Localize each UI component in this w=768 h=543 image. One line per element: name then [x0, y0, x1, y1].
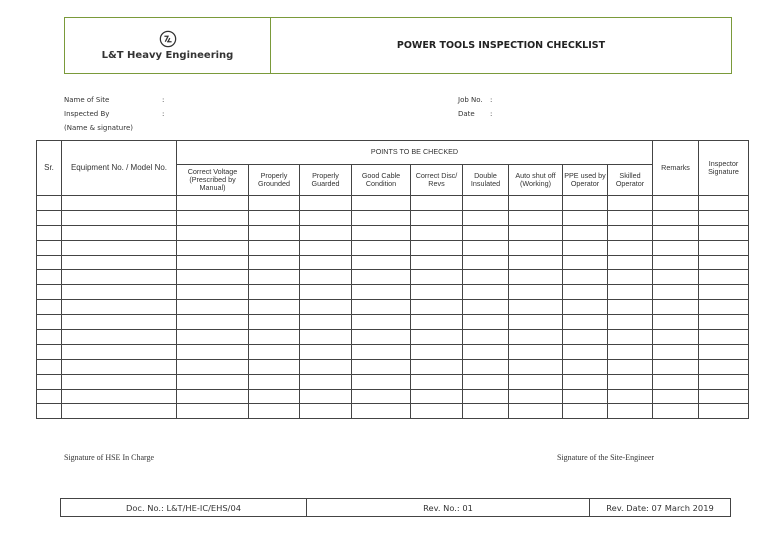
table-cell[interactable] — [352, 389, 411, 404]
table-cell[interactable] — [608, 315, 653, 330]
table-cell[interactable] — [699, 315, 749, 330]
table-cell[interactable] — [608, 300, 653, 315]
table-cell[interactable] — [699, 270, 749, 285]
job-no-label: Job No. — [458, 96, 483, 104]
table-cell[interactable] — [653, 389, 699, 404]
table-cell[interactable] — [699, 404, 749, 419]
table-cell[interactable] — [411, 270, 463, 285]
table-cell[interactable] — [509, 404, 563, 419]
table-cell[interactable] — [699, 285, 749, 300]
table-cell[interactable] — [249, 270, 300, 285]
table-cell[interactable] — [563, 270, 608, 285]
table-cell[interactable] — [300, 344, 352, 359]
table-cell[interactable] — [563, 285, 608, 300]
table-cell[interactable] — [699, 344, 749, 359]
equipment-header: Equipment No. / Model No. — [62, 141, 177, 196]
table-cell[interactable] — [62, 270, 177, 285]
table-row — [37, 359, 749, 374]
table-cell[interactable] — [62, 389, 177, 404]
table-cell[interactable] — [608, 389, 653, 404]
table-cell[interactable] — [563, 330, 608, 345]
table-cell[interactable] — [249, 359, 300, 374]
table-cell[interactable] — [249, 389, 300, 404]
table-row — [37, 404, 749, 419]
table-cell[interactable] — [249, 374, 300, 389]
table-cell[interactable] — [699, 300, 749, 315]
point-header-auto-shutoff: Auto shut off (Working) — [509, 165, 563, 196]
table-cell[interactable] — [653, 225, 699, 240]
table-cell[interactable] — [37, 359, 62, 374]
table-cell[interactable] — [352, 344, 411, 359]
remarks-header: Remarks — [653, 141, 699, 196]
table-cell[interactable] — [608, 285, 653, 300]
name-signature-label: (Name & signature) — [64, 124, 133, 132]
date-label: Date — [458, 110, 475, 118]
table-cell[interactable] — [300, 300, 352, 315]
table-cell[interactable] — [463, 315, 509, 330]
table-cell[interactable] — [653, 344, 699, 359]
table-cell[interactable] — [509, 374, 563, 389]
revision-date: Rev. Date: 07 March 2019 — [606, 502, 714, 513]
table-cell[interactable] — [352, 315, 411, 330]
table-cell[interactable] — [300, 196, 352, 211]
table-cell[interactable] — [62, 225, 177, 240]
table-cell[interactable] — [411, 300, 463, 315]
table-cell[interactable] — [62, 330, 177, 345]
table-cell[interactable] — [463, 389, 509, 404]
table-cell[interactable] — [699, 330, 749, 345]
site-engineer-signature-label: Signature of the Site-Engineer — [557, 453, 655, 462]
table-cell[interactable] — [411, 315, 463, 330]
table-cell[interactable] — [177, 404, 249, 419]
table-cell[interactable] — [177, 300, 249, 315]
table-cell[interactable] — [463, 255, 509, 270]
doc-number: Doc. No.: L&T/HE-IC/EHS/04 — [61, 499, 307, 516]
table-cell[interactable] — [352, 300, 411, 315]
table-cell[interactable] — [177, 389, 249, 404]
table-cell[interactable] — [300, 240, 352, 255]
table-cell[interactable] — [300, 359, 352, 374]
table-cell[interactable] — [608, 240, 653, 255]
table-cell[interactable] — [653, 270, 699, 285]
table-cell[interactable] — [300, 389, 352, 404]
table-cell[interactable] — [411, 344, 463, 359]
inspector-signature-header: Inspector Signature — [699, 141, 749, 196]
table-cell[interactable] — [463, 240, 509, 255]
table-cell[interactable] — [249, 240, 300, 255]
table-cell[interactable] — [37, 315, 62, 330]
table-cell[interactable] — [177, 240, 249, 255]
table-cell[interactable] — [463, 344, 509, 359]
table-cell[interactable] — [352, 404, 411, 419]
lt-logo-icon — [159, 30, 177, 48]
table-cell[interactable] — [509, 359, 563, 374]
table-cell[interactable] — [608, 404, 653, 419]
table-row — [37, 196, 749, 211]
document-header — [64, 17, 732, 74]
hse-signature-label: Signature of HSE In Charge — [64, 453, 155, 462]
table-cell[interactable] — [463, 285, 509, 300]
table-cell[interactable] — [699, 389, 749, 404]
table-cell[interactable] — [463, 404, 509, 419]
table-cell[interactable] — [177, 196, 249, 211]
table-cell[interactable] — [699, 255, 749, 270]
table-cell[interactable] — [699, 196, 749, 211]
table-cell[interactable] — [509, 210, 563, 225]
table-cell[interactable] — [249, 315, 300, 330]
job-no-colon: : — [490, 96, 493, 104]
table-cell[interactable] — [249, 285, 300, 300]
table-cell[interactable] — [653, 300, 699, 315]
table-cell[interactable] — [411, 225, 463, 240]
company-name: L&T Heavy Engineering — [101, 50, 234, 61]
point-header-guarded: Properly Guarded — [300, 165, 352, 196]
table-cell[interactable] — [608, 270, 653, 285]
table-cell[interactable] — [37, 285, 62, 300]
table-cell[interactable] — [411, 255, 463, 270]
table-cell[interactable] — [608, 344, 653, 359]
table-cell[interactable] — [411, 389, 463, 404]
table-cell[interactable] — [608, 255, 653, 270]
checklist-rows — [37, 196, 749, 419]
table-cell[interactable] — [177, 270, 249, 285]
table-cell[interactable] — [177, 359, 249, 374]
table-cell[interactable] — [653, 210, 699, 225]
table-cell[interactable] — [509, 315, 563, 330]
table-cell[interactable] — [653, 255, 699, 270]
table-cell[interactable] — [463, 210, 509, 225]
table-cell[interactable] — [37, 240, 62, 255]
table-cell[interactable] — [62, 210, 177, 225]
table-row — [37, 389, 749, 404]
document-footer — [60, 498, 731, 517]
table-cell[interactable] — [411, 374, 463, 389]
table-cell[interactable] — [563, 240, 608, 255]
table-cell[interactable] — [37, 374, 62, 389]
table-cell[interactable] — [249, 300, 300, 315]
table-cell[interactable] — [463, 330, 509, 345]
table-cell[interactable] — [352, 359, 411, 374]
point-header-voltage: Correct Voltage (Prescribed by Manual) — [177, 165, 249, 196]
table-cell[interactable] — [463, 359, 509, 374]
table-cell[interactable] — [62, 300, 177, 315]
table-cell[interactable] — [37, 300, 62, 315]
table-cell[interactable] — [300, 285, 352, 300]
table-cell[interactable] — [62, 240, 177, 255]
table-cell[interactable] — [699, 210, 749, 225]
document-title: POWER TOOLS INSPECTION CHECKLIST — [396, 40, 606, 51]
table-row — [37, 374, 749, 389]
table-cell[interactable] — [463, 300, 509, 315]
inspected-by-colon: : — [162, 110, 165, 118]
table-cell[interactable] — [62, 374, 177, 389]
point-header-grounded: Properly Grounded — [249, 165, 300, 196]
table-row — [37, 225, 749, 240]
table-cell[interactable] — [699, 374, 749, 389]
table-cell[interactable] — [177, 374, 249, 389]
sr-header: Sr. — [37, 141, 62, 196]
table-cell[interactable] — [62, 255, 177, 270]
table-cell[interactable] — [509, 344, 563, 359]
table-cell[interactable] — [509, 240, 563, 255]
table-row — [37, 285, 749, 300]
table-cell[interactable] — [352, 285, 411, 300]
table-cell[interactable] — [177, 210, 249, 225]
table-cell[interactable] — [352, 196, 411, 211]
table-row — [37, 330, 749, 345]
table-cell[interactable] — [509, 389, 563, 404]
table-cell[interactable] — [563, 344, 608, 359]
table-row — [37, 255, 749, 270]
logo-block — [65, 18, 271, 73]
table-cell[interactable] — [352, 225, 411, 240]
point-header-ppe: PPE used by Operator — [563, 165, 608, 196]
table-cell[interactable] — [653, 404, 699, 419]
table-cell[interactable] — [411, 210, 463, 225]
table-cell[interactable] — [37, 389, 62, 404]
table-cell[interactable] — [62, 404, 177, 419]
table-cell[interactable] — [62, 285, 177, 300]
table-cell[interactable] — [177, 285, 249, 300]
table-cell[interactable] — [352, 374, 411, 389]
table-cell[interactable] — [463, 374, 509, 389]
table-cell[interactable] — [300, 315, 352, 330]
table-cell[interactable] — [300, 404, 352, 419]
table-cell[interactable] — [177, 344, 249, 359]
table-cell[interactable] — [463, 196, 509, 211]
table-cell[interactable] — [352, 330, 411, 345]
table-cell[interactable] — [37, 270, 62, 285]
table-cell[interactable] — [509, 255, 563, 270]
date-colon: : — [490, 110, 493, 118]
table-cell[interactable] — [411, 404, 463, 419]
site-name-colon: : — [162, 96, 165, 104]
table-cell[interactable] — [249, 344, 300, 359]
table-cell[interactable] — [608, 196, 653, 211]
table-cell[interactable] — [352, 270, 411, 285]
table-cell[interactable] — [699, 359, 749, 374]
table-cell[interactable] — [177, 315, 249, 330]
points-to-check-header: POINTS TO BE CHECKED — [177, 141, 653, 165]
table-cell[interactable] — [563, 210, 608, 225]
table-cell[interactable] — [653, 359, 699, 374]
table-cell[interactable] — [411, 359, 463, 374]
table-cell[interactable] — [411, 285, 463, 300]
table-cell[interactable] — [653, 196, 699, 211]
table-cell[interactable] — [563, 359, 608, 374]
table-row — [37, 270, 749, 285]
table-cell[interactable] — [249, 330, 300, 345]
table-cell[interactable] — [653, 315, 699, 330]
table-cell[interactable] — [352, 240, 411, 255]
table-cell[interactable] — [62, 359, 177, 374]
table-cell[interactable] — [300, 270, 352, 285]
table-cell[interactable] — [653, 240, 699, 255]
table-cell[interactable] — [62, 196, 177, 211]
table-cell[interactable] — [653, 330, 699, 345]
table-cell[interactable] — [699, 225, 749, 240]
revision-number: Rev. No.: 01 — [307, 499, 590, 516]
table-cell[interactable] — [411, 196, 463, 211]
table-cell[interactable] — [37, 255, 62, 270]
table-row — [37, 344, 749, 359]
table-cell[interactable] — [509, 225, 563, 240]
table-cell[interactable] — [300, 374, 352, 389]
table-cell[interactable] — [463, 270, 509, 285]
table-cell[interactable] — [653, 374, 699, 389]
table-cell[interactable] — [563, 225, 608, 240]
point-header-skilled-operator: Skilled Operator — [608, 165, 653, 196]
table-cell[interactable] — [653, 285, 699, 300]
table-cell[interactable] — [300, 225, 352, 240]
point-header-insulated: Double Insulated — [463, 165, 509, 196]
inspection-table — [36, 140, 749, 419]
table-cell[interactable] — [177, 225, 249, 240]
table-cell[interactable] — [563, 389, 608, 404]
table-cell[interactable] — [411, 330, 463, 345]
table-cell[interactable] — [177, 330, 249, 345]
table-cell[interactable] — [249, 404, 300, 419]
inspected-by-label: Inspected By — [64, 110, 110, 118]
table-row — [37, 210, 749, 225]
table-cell[interactable] — [300, 210, 352, 225]
table-cell[interactable] — [563, 196, 608, 211]
table-row — [37, 300, 749, 315]
point-header-cable: Good Cable Condition — [352, 165, 411, 196]
table-cell[interactable] — [509, 330, 563, 345]
table-cell[interactable] — [563, 404, 608, 419]
table-cell[interactable] — [699, 240, 749, 255]
table-cell[interactable] — [37, 225, 62, 240]
table-cell[interactable] — [37, 330, 62, 345]
table-cell[interactable] — [37, 344, 62, 359]
table-cell[interactable] — [62, 315, 177, 330]
table-cell[interactable] — [411, 240, 463, 255]
table-cell[interactable] — [563, 374, 608, 389]
point-header-disc-revs: Correct Disc/ Revs — [411, 165, 463, 196]
table-cell[interactable] — [177, 255, 249, 270]
table-cell[interactable] — [249, 196, 300, 211]
table-cell[interactable] — [249, 255, 300, 270]
table-cell[interactable] — [352, 210, 411, 225]
table-cell[interactable] — [37, 210, 62, 225]
site-name-label: Name of Site — [64, 96, 110, 104]
table-cell[interactable] — [300, 330, 352, 345]
table-cell[interactable] — [608, 330, 653, 345]
table-row — [37, 315, 749, 330]
table-cell[interactable] — [463, 225, 509, 240]
table-cell[interactable] — [563, 300, 608, 315]
table-row — [37, 240, 749, 255]
table-cell[interactable] — [608, 210, 653, 225]
table-cell[interactable] — [37, 404, 62, 419]
table-cell[interactable] — [608, 374, 653, 389]
table-cell[interactable] — [62, 344, 177, 359]
table-cell[interactable] — [249, 210, 300, 225]
table-cell[interactable] — [352, 255, 411, 270]
table-cell[interactable] — [37, 196, 62, 211]
table-cell[interactable] — [249, 225, 300, 240]
table-cell[interactable] — [563, 255, 608, 270]
table-cell[interactable] — [509, 196, 563, 211]
table-cell[interactable] — [608, 225, 653, 240]
table-cell[interactable] — [509, 285, 563, 300]
table-cell[interactable] — [509, 270, 563, 285]
table-cell[interactable] — [563, 315, 608, 330]
table-cell[interactable] — [608, 359, 653, 374]
table-cell[interactable] — [509, 300, 563, 315]
table-cell[interactable] — [300, 255, 352, 270]
